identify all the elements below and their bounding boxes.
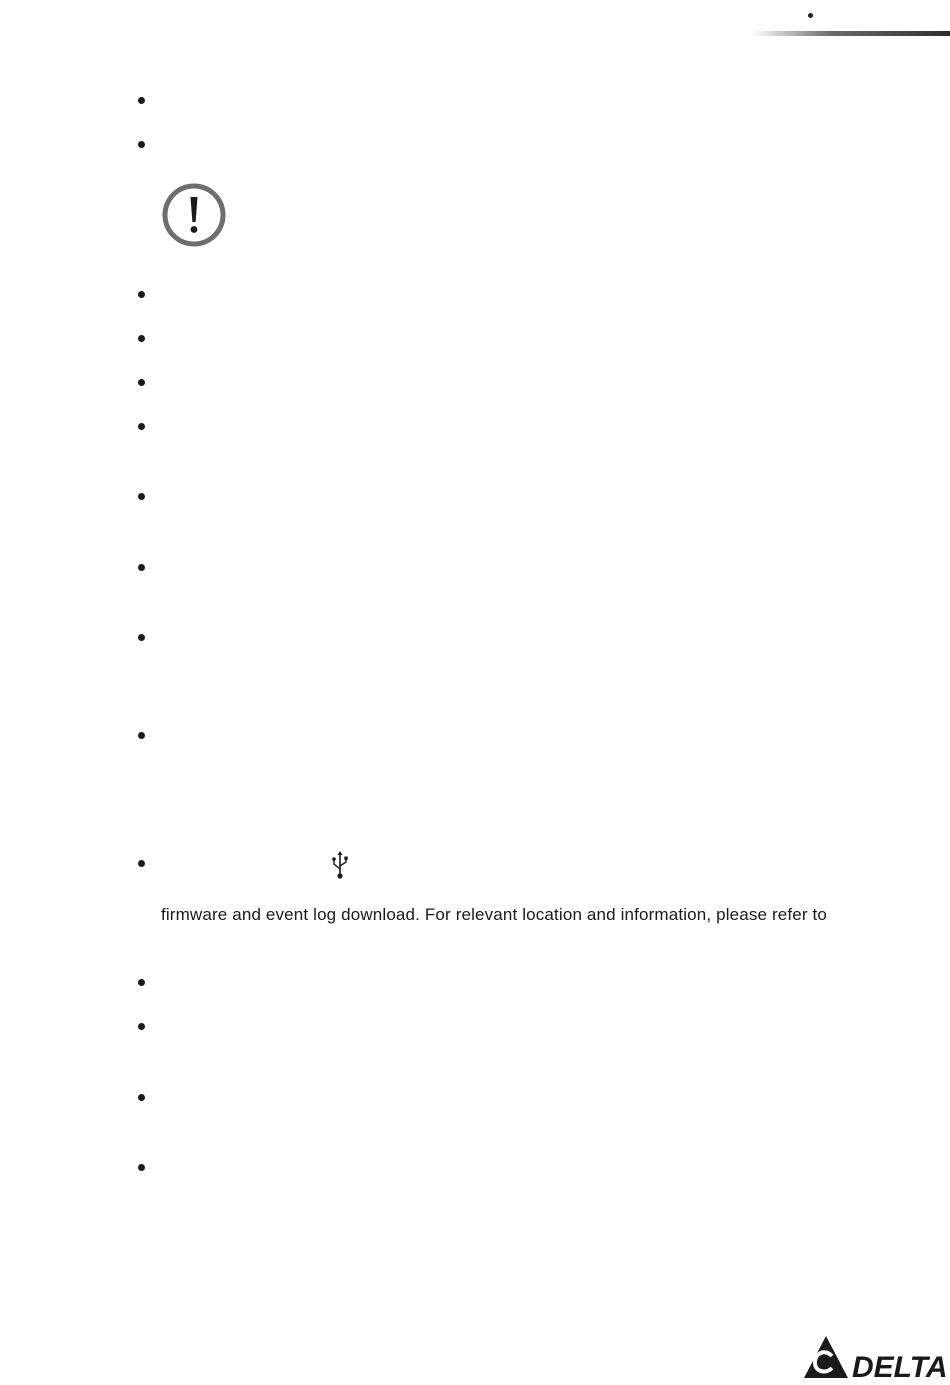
bullet-icon xyxy=(138,335,145,342)
bullet-icon xyxy=(138,141,145,148)
bullet-icon xyxy=(138,1164,145,1171)
header-rule xyxy=(752,31,950,36)
bullet-icon xyxy=(138,732,145,739)
caution-exclamation-icon xyxy=(161,182,227,248)
bullet-icon xyxy=(138,97,145,104)
bullet-icon xyxy=(138,1094,145,1101)
bullet-icon xyxy=(138,564,145,571)
bullet-icon xyxy=(138,379,145,386)
header-dot xyxy=(808,13,813,18)
bullet-icon xyxy=(138,291,145,298)
bullet-icon xyxy=(138,493,145,500)
logo-wordmark: DELTA xyxy=(852,1351,948,1382)
bullet-icon xyxy=(138,1023,145,1030)
bullet-icon xyxy=(138,860,145,867)
bullet-icon xyxy=(138,423,145,430)
delta-logo-icon xyxy=(802,1334,948,1382)
bullet-icon xyxy=(138,634,145,641)
usb-item-continuation-text: firmware and event log download. For relevant location and information, please refer to xyxy=(161,905,828,924)
usb-icon xyxy=(331,850,349,880)
bullet-icon xyxy=(138,979,145,986)
